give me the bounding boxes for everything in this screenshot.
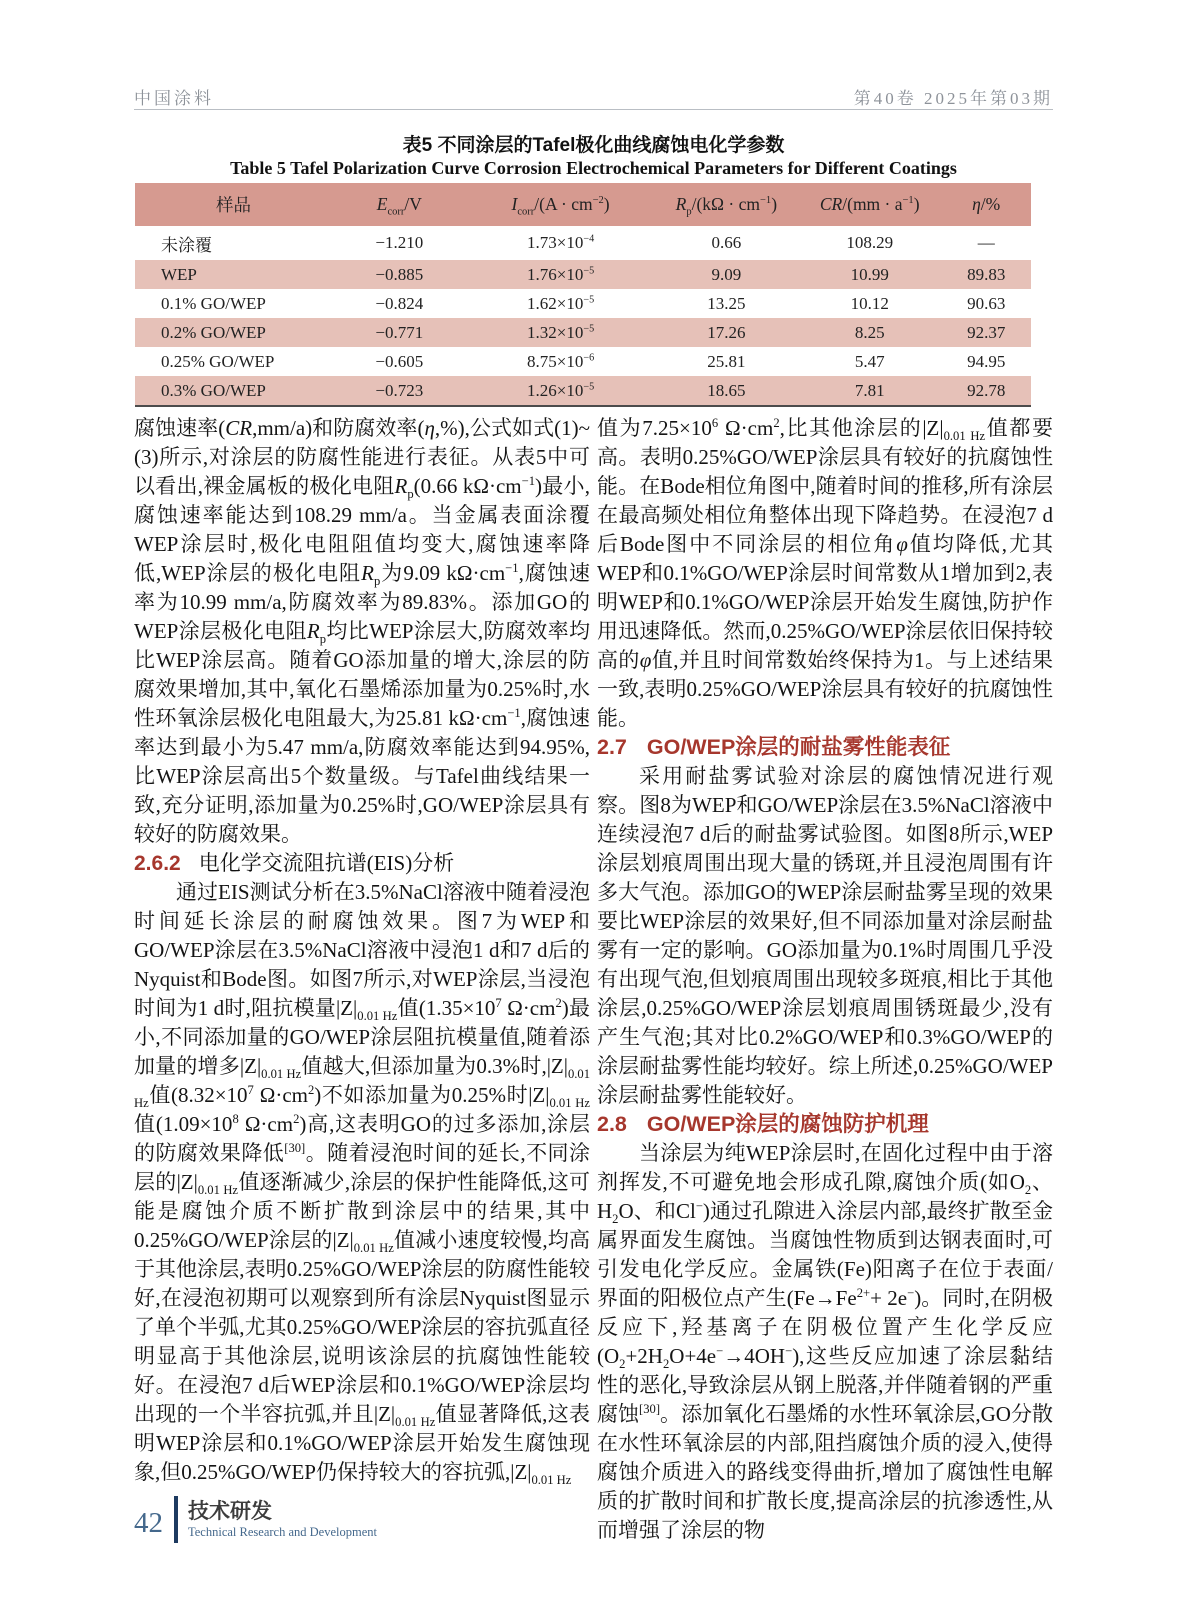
sample-cell: 0.3% GO/WEP [135,376,332,406]
value-cell: 94.95 [967,351,1006,371]
sample-cell: 未涂覆 [161,235,212,255]
value-cell: −0.771 [332,318,466,347]
page-footer [134,1496,377,1543]
value-cell: $1.73\times 10^{-4}$ [526,233,595,252]
footer-section [188,1500,377,1540]
table-title-zh: 表5 不同涂层的Tafel极化曲线腐蚀电化学参数 [402,135,785,156]
value-cell: 18.65 [655,376,798,406]
paragraph: 通过EIS测试分析在3.5%NaCl溶液中随着浸泡时间延长涂层的耐腐蚀效果。图7为WEP和GO/WEP涂层在3.5%NaCl溶液中浸泡1 d和7 d后的Nyquist和Bode图。如图7所示,对WEP涂层,当浸泡时间为1 d时,阻抗模量$|Z|_{0.01 Hz}$值($1.35\times 10^7$ $\Omega\cdot cm^2$)最小,不同添加量的GO/WEP涂层阻抗模量值,随着添加量的增多$|Z|_{0.01 Hz}$值越大,但添加量为0.3%时$,|Z|_{0.01 Hz}$值($8.32\times 10^7$ $\Omega\cdot cm^2$)不如添加量为0.25%时$|Z|_{0.01 Hz}$值($1.09\times 10^8$ $\Omega\cdot cm^2$)高,这表明GO的过多添加,涂层的防腐效果降低[30]。随着浸泡时间的延长,不同涂层的$|Z|_{0.01 Hz}$值逐渐减少,涂层的保护性能降低,这可能是腐蚀介质不断扩散到涂层中的结果,其中0.25%GO/WEP涂层的$|Z|_{0.01 Hz}$值减小速度较慢,均高于其他涂层,表明0.25%GO/WEP涂层的防腐性能较好,在浸泡初期可以观察到所有涂层Nyquist图显示了单个半弧,尤其0.25%GO/WEP涂层的容抗弧直径明显高于其他涂层,说明该涂层的抗腐蚀性能较好。在浸泡7 d后WEP涂层和0.1%GO/WEP涂层均出现的一个半容抗弧,并且$|Z|_{0.01 Hz}$值显著降低,这表明WEP涂层和0.1%GO/WEP涂层开始发生腐蚀现象,但0.25%GO/WEP仍保持较大的容抗弧$,|Z|_{0.01 Hz}$ [134,880,591,1488]
table-title-en: Table 5 Tafel Polarization Curve Corrosion Electrochemical Parameters for Different Coatings [230,158,957,178]
value-cell: 10.12 [850,293,889,313]
footer-section-zh: 技术研发 [188,1499,272,1523]
paragraph: 值为$7.25\times 10^6$ $\Omega\cdot cm^2$,比其他涂层的$|Z|_{0.01 Hz}$值都要高。表明0.25%GO/WEP涂层具有较好的抗腐蚀性能。在Bode相位角图中,随着时间的推移,所有涂层在最高频处相位角整体出现下降趋势。在浸泡7 d后Bode图中不同涂层的相位角φ值均降低,尤其WEP和0.1%GO/WEP涂层时间常数从1增加到2,表明WEP和0.1%GO/WEP涂层开始发生腐蚀,防护作用迅速降低。然而,0.25%GO/WEP涂层依旧保持较高的φ值,并且时间常数始终保持为1。与上述结果一致,表明0.25%GO/WEP涂层具有较好的抗腐蚀性能。 [597,416,1054,730]
section-number: 2.6.2 [134,852,181,875]
paragraph: 采用耐盐雾试验对涂层的腐蚀情况进行观察。图8为WEP和GO/WEP涂层在3.5%NaCl溶液中连续浸泡7 d后的耐盐雾试验图。如图8所示,WEP涂层划痕周围出现大量的锈斑,并且浸泡周围有许多大气泡。添加GO的WEP涂层耐盐雾呈现的效果要比WEP涂层的效果好,但不同添加量对涂层耐盐雾有一定的影响。GO添加量为0.1%时周围几乎没有出现气泡,但划痕周围出现较多斑痕,相比于其他涂层,0.25%GO/WEP涂层划痕周围锈斑最少,没有产生气泡;其对比0.2%GO/WEP和0.3%GO/WEP的涂层耐盐雾性能均较好。综上所述,0.25%GO/WEP涂层耐盐雾性能较好。 [597,764,1053,1107]
issue-info: 第40卷 2025年第03期 [853,89,1053,108]
section-title: GO/WEP涂层的耐盐雾性能表征 [646,735,951,759]
value-cell: 25.81 [707,351,746,371]
section-heading-2-6-2 [134,849,590,878]
sample-cell: 0.25% GO/WEP [161,351,275,371]
section-title: GO/WEP涂层的腐蚀防护机理 [646,1112,929,1136]
value-cell: 10.99 [798,260,941,289]
running-head [134,84,1053,109]
section-number: 2.7 [597,735,627,759]
col-header-ecorr: $E_{corr}/V$ [332,183,466,226]
footer-section-en: Technical Research and Development [188,1524,377,1539]
section-heading-2-7 [597,733,1053,762]
section-number: 2.8 [597,1112,627,1136]
value-cell: $1.62\times 10^{-5}$ [526,293,595,313]
value-cell: $1.32\times 10^{-5}$ [467,318,655,347]
value-cell: $8.75\times 10^{-6}$ [526,351,595,371]
table-row [135,347,1031,376]
value-cell: $1.76\times 10^{-5}$ [467,260,655,289]
value-cell: −0.723 [332,376,466,406]
header-rule [134,109,1053,110]
section-heading-2-8 [597,1110,1053,1139]
value-cell: 89.83 [941,260,1031,289]
col-header-rp: $R_p/(k\Omega \cdot cm^{-1})$ [655,183,798,226]
value-cell: −0.824 [375,293,424,313]
table-header-row [135,183,1031,226]
value-cell: $1.26\times 10^{-5}$ [467,376,655,406]
paragraph: 当涂层为纯WEP涂层时,在固化过程中由于溶剂挥发,不可避免地会形成孔隙,腐蚀介质(如$O_2$、$H_2O$、和Cl−)通过孔隙进入涂层内部,最终扩散至金属界面发生腐蚀。当腐蚀性物质到达钢表面时,可引发电化学反应。金属铁(Fe)阳离子在位于表面/界面的阳极位点产生$(Fe\to Fe^{2+}+ 2e^-)$。同时,在阴极反应下,羟基离子在阴极位置产生化学反应$(O_2+2H_2O+4e^-\to 4OH^-)$,这些反应加速了涂层黏结性的恶化,导致涂层从钢上脱落,并伴随着钢的严重腐蚀[30]。添加氧化石墨烯的水性环氧涂层,GO分散在水性环氧涂层的内部,阻挡腐蚀介质的浸入,使得腐蚀介质进入的路线变得曲折,增加了腐蚀性电解质的扩散时间和扩散长度,提高涂层的抗渗透性,从而增强了涂层的物 [597,1141,1053,1542]
table-row [135,318,1031,347]
value-cell: — [977,233,995,252]
paragraph: 腐蚀速率(CR,mm/a)和防腐效率(η,%),公式如式(1)~(3)所示,对涂层的防腐性能进行表征。从表5中可以看出,裸金属板的极化电阻$R_p(0.66$ $k\Omega\cdot cm^{-1}$)最小,腐蚀速率能达到108.29 mm/a。当金属表面涂覆WEP涂层时,极化电阻阻值均变大,腐蚀速率降低,WEP涂层的极化电阻$R_p$为9.09 $k\Omega\cdot cm^{-1}$,腐蚀速率为10.99 mm/a,防腐效率为89.83%。添加GO的WEP涂层极化电阻$R_p$均比WEP涂层大,防腐效率均比WEP涂层高。随着GO添加量的增大,涂层的防腐效果增加,其中,氧化石墨烯添加量为0.25%时,水性环氧涂层极化电阻最大,为25.81 $k\Omega\cdot cm^{-1}$,腐蚀速率达到最小为5.47 mm/a,防腐效率能达到94.95%,比WEP涂层高出5个数量级。与Tafel曲线结果一致,充分证明,添加量为0.25%时,GO/WEP涂层具有较好的防腐效果。 [134,416,591,846]
text-column-right [597,414,1053,1545]
footer-divider-bar [174,1496,178,1543]
col-header-cr: $CR/(mm \cdot a^{-1})$ [798,183,941,226]
parameters-table [135,183,1031,407]
value-cell: 108.29 [846,233,894,252]
value-cell: −0.885 [332,260,466,289]
value-cell: 92.37 [941,318,1031,347]
table-row [135,226,1031,260]
text-column-left [134,414,590,1487]
sample-cell: 0.1% GO/WEP [161,293,266,313]
value-cell: 13.25 [707,293,746,313]
value-cell: 0.66 [711,233,742,252]
value-cell: 9.09 [655,260,798,289]
sample-cell: 0.2% GO/WEP [135,318,332,347]
table-body [135,226,1031,406]
col-header-eta: η/% [941,183,1031,226]
value-cell: 5.47 [854,351,885,371]
col-header-sample: 样品 [135,183,332,226]
sample-cell: WEP [135,260,332,289]
journal-name: 中国涂料 [134,89,214,108]
value-cell: 92.78 [941,376,1031,406]
value-cell: −1.210 [375,233,424,252]
section-title: 电化学交流阻抗谱(EIS)分析 [198,851,455,875]
value-cell: 90.63 [967,293,1006,313]
value-cell: 8.25 [798,318,941,347]
table-row [135,376,1031,406]
value-cell: 7.81 [798,376,941,406]
page-number: 42 [134,1507,163,1539]
table-row [135,289,1031,318]
col-header-icorr: $I_{corr}/(A \cdot cm^{-2})$ [467,183,655,226]
table-row [135,260,1031,289]
value-cell: −0.605 [375,351,424,371]
value-cell: 17.26 [655,318,798,347]
